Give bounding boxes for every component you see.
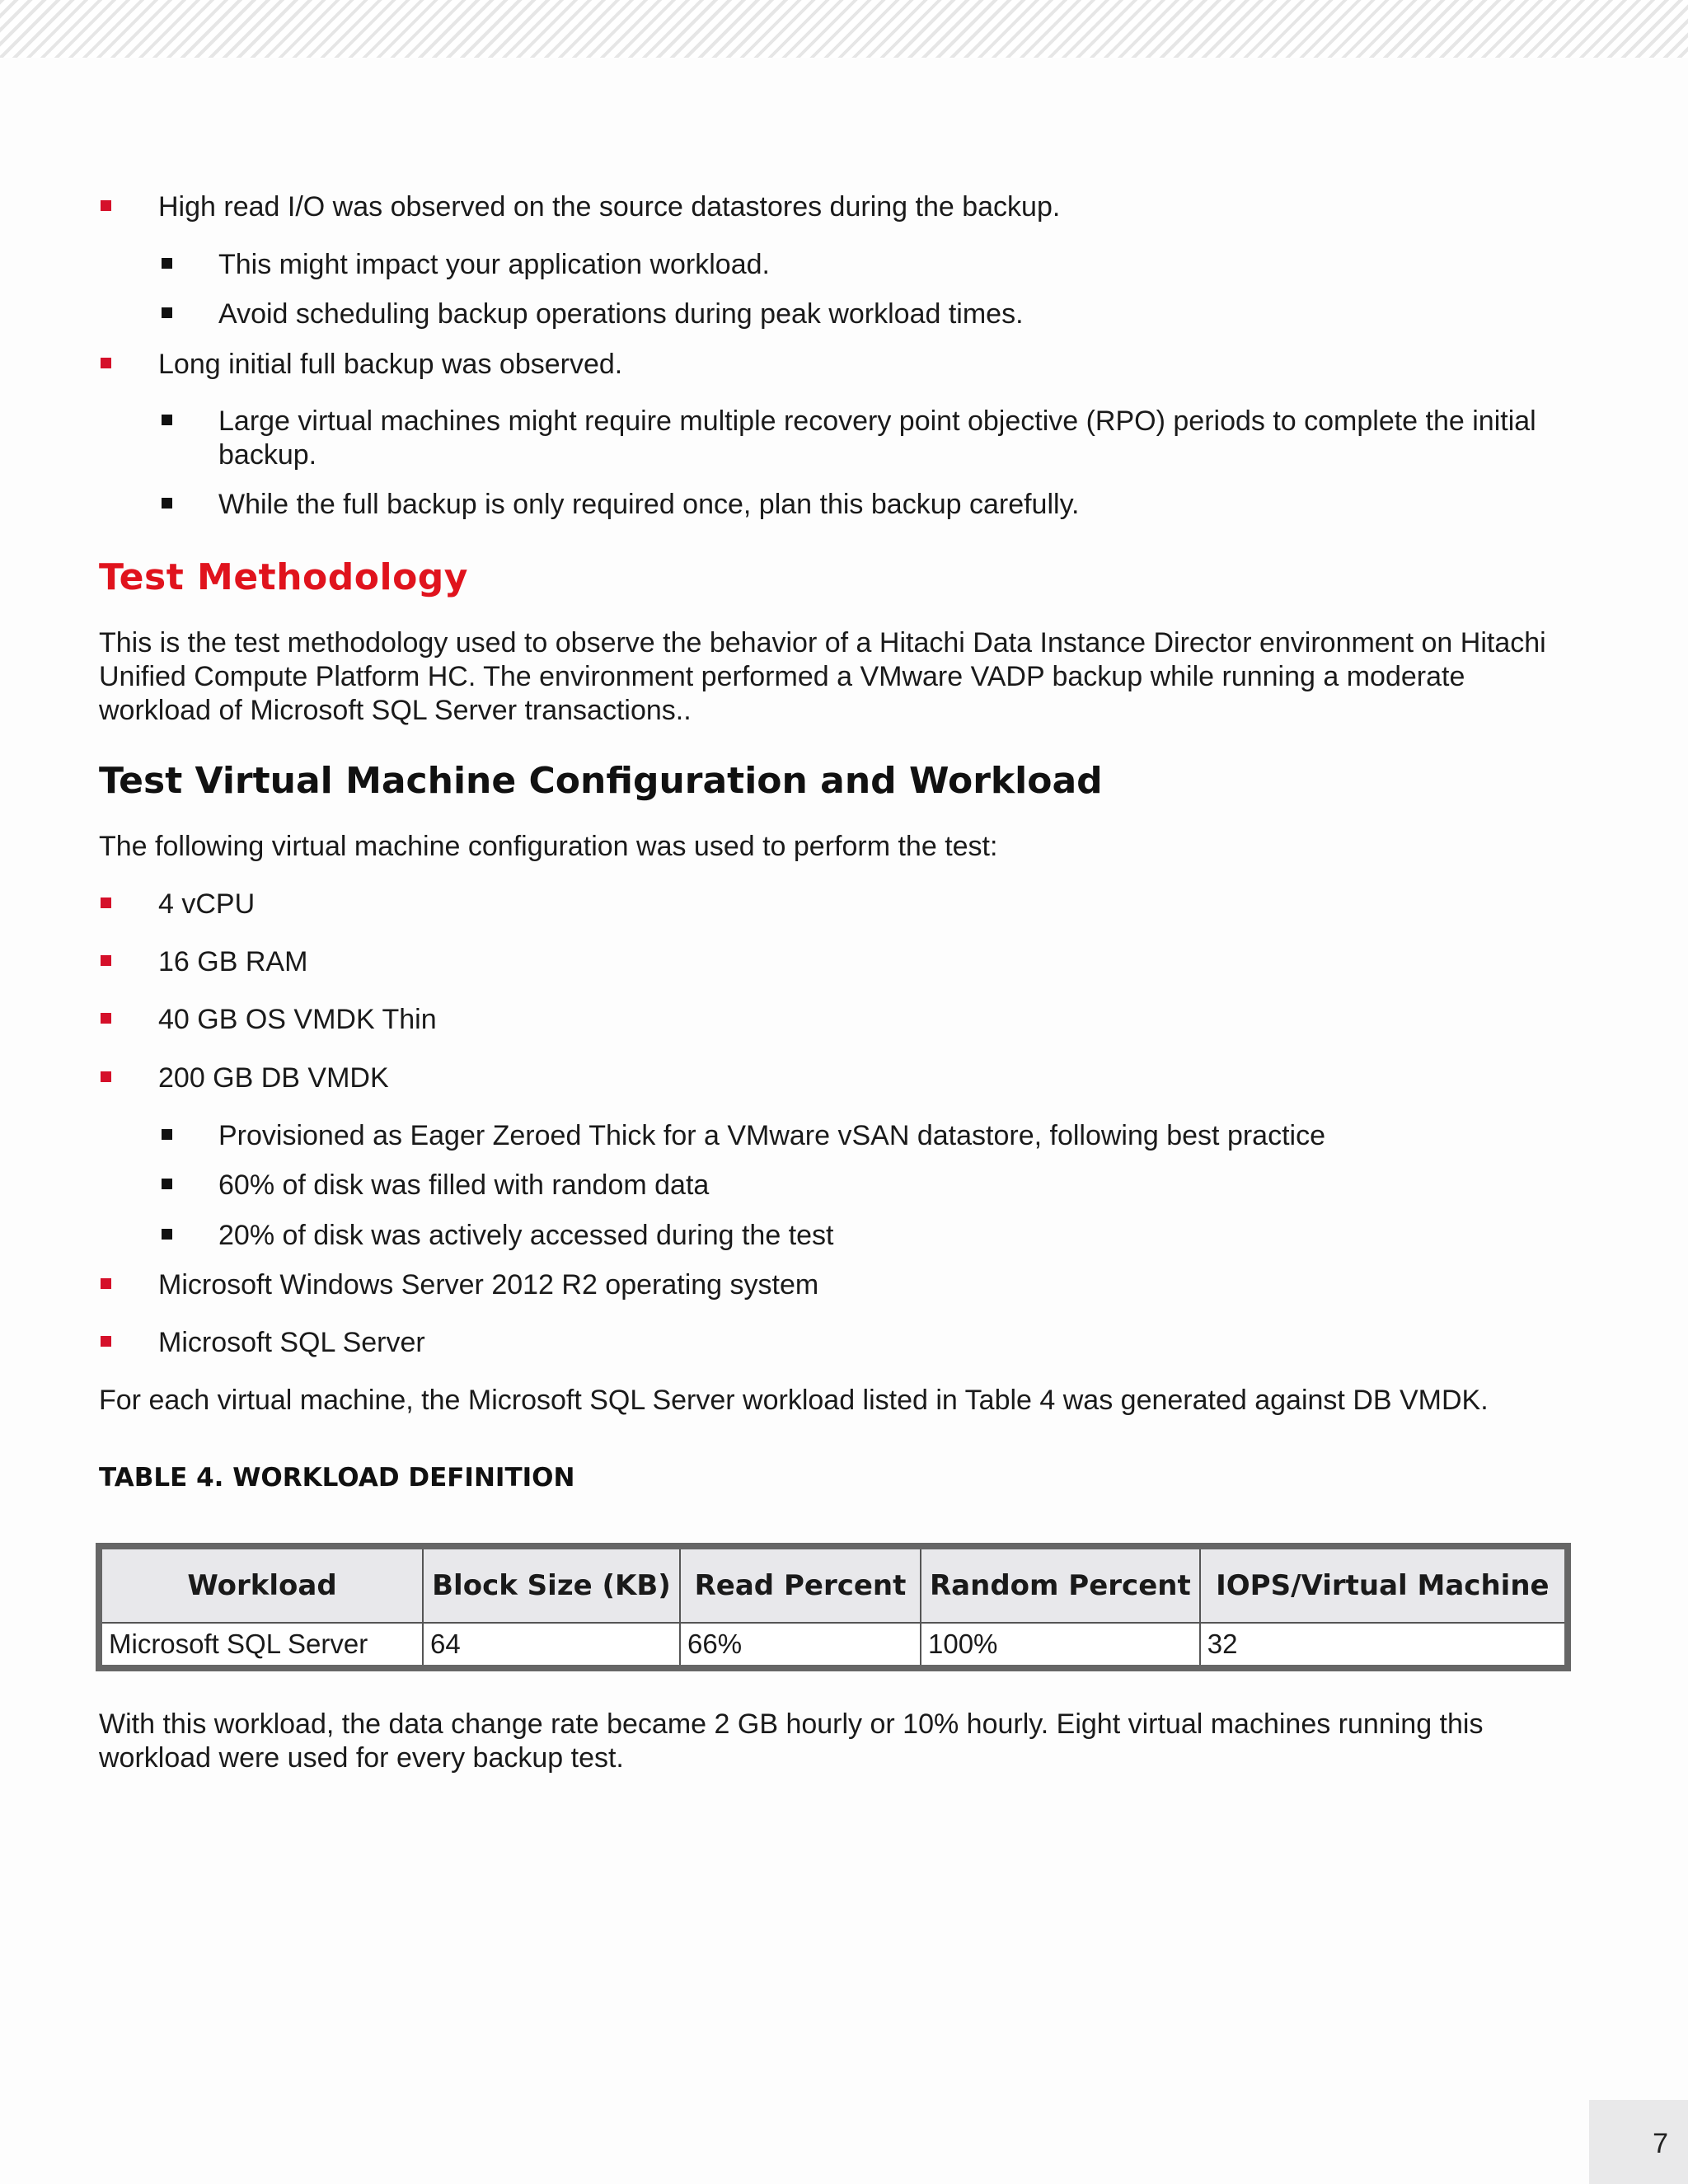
red-square-bullet-icon	[101, 1013, 111, 1024]
methodology-paragraph: This is the test methodology used to observe the behavior of a Hitachi Data Instance Director environment on Hitachi Unified Compute Platform HC. The environment performed a VMware VADP backup while running a moderate workload of Microsoft SQL Server transactions..	[99, 627, 1546, 726]
black-square-bullet-icon	[162, 1179, 172, 1189]
section-heading-vm-config: Test Virtual Machine Configuration and Workload	[99, 760, 1103, 802]
table-header-cell: IOPS/Virtual Machine	[1200, 1546, 1568, 1623]
closing-paragraph: With this workload, the data change rate became 2 GB hourly or 10% hourly. Eight virtual machines running this workload were used for every backup test.	[99, 1708, 1484, 1774]
table-header-cell: Workload	[99, 1546, 423, 1623]
table-cell: 32	[1200, 1623, 1568, 1668]
black-square-bullet-icon	[162, 498, 172, 509]
table-cell: 66%	[680, 1623, 921, 1668]
red-square-bullet-icon	[101, 1336, 111, 1347]
black-square-bullet-icon	[162, 415, 172, 425]
red-square-bullet-icon	[101, 898, 111, 908]
table-cell: Microsoft SQL Server	[99, 1623, 423, 1668]
red-square-bullet-icon	[101, 1278, 111, 1289]
header-hatch-band	[0, 0, 1688, 58]
black-square-bullet-icon	[162, 1129, 172, 1140]
table-header-row	[99, 1546, 1568, 1623]
red-square-bullet-icon	[101, 358, 111, 368]
table-header-cell: Random Percent	[921, 1546, 1200, 1623]
workload-definition-table	[96, 1543, 1571, 1671]
table-header-cell: Read Percent	[680, 1546, 921, 1623]
black-square-bullet-icon	[162, 307, 172, 318]
red-square-bullet-icon	[101, 200, 111, 211]
page-number: 7	[1589, 2100, 1688, 2184]
black-square-bullet-icon	[162, 1229, 172, 1240]
table-header-cell: Block Size (KB)	[423, 1546, 680, 1623]
workload-sentence: For each virtual machine, the Microsoft SQL Server workload listed in Table 4 was generated against DB VMDK.	[99, 1385, 1489, 1416]
black-square-bullet-icon	[162, 258, 172, 269]
table-cell: 100%	[921, 1623, 1200, 1668]
vm-config-intro: The following virtual machine configuration was used to perform the test:	[99, 831, 998, 862]
table-row	[99, 1623, 1568, 1668]
red-square-bullet-icon	[101, 955, 111, 966]
table-cell: 64	[423, 1623, 680, 1668]
section-heading-methodology: Test Methodology	[99, 556, 468, 598]
red-square-bullet-icon	[101, 1071, 111, 1082]
table-caption: TABLE 4. WORKLOAD DEFINITION	[99, 1463, 575, 1493]
